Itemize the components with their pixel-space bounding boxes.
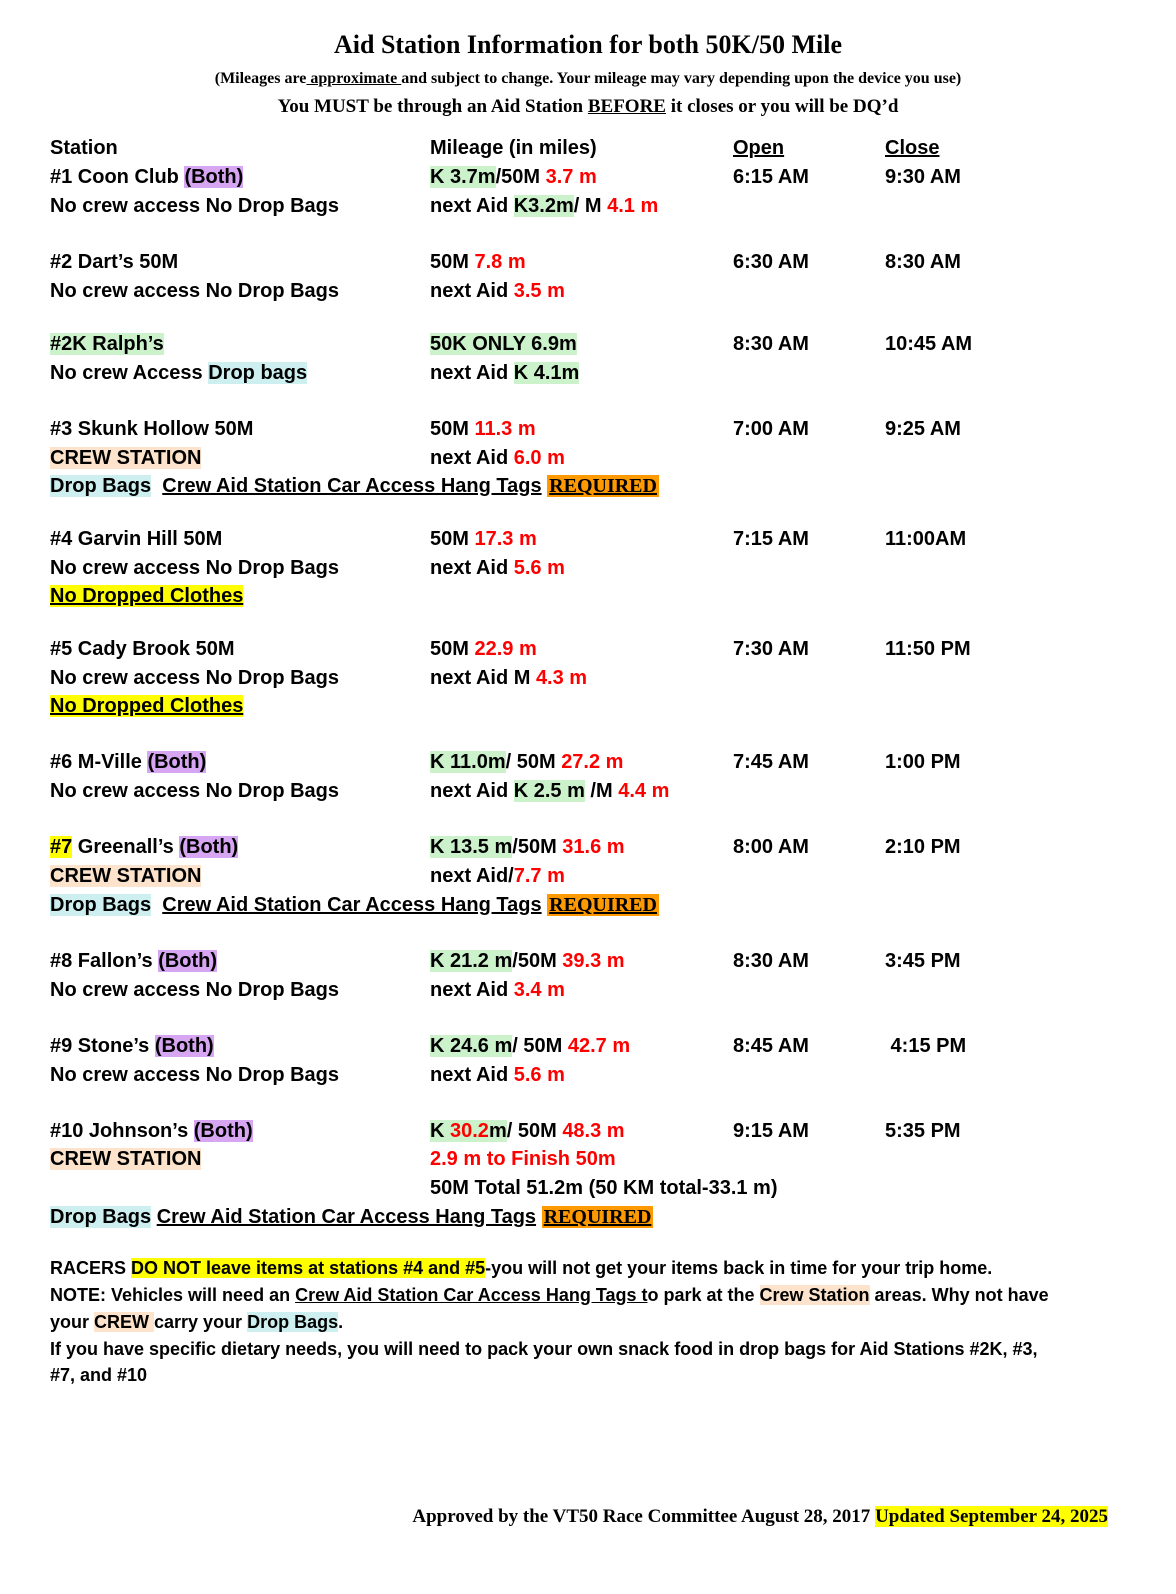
both-badge: (Both)	[179, 836, 239, 858]
racers-label: RACERS	[50, 1258, 132, 1278]
next-aid-label: next Aid	[430, 979, 514, 1001]
station-3-name: #3 Skunk Hollow 50M	[50, 418, 254, 440]
station-2k-close: 10:45 AM	[885, 333, 973, 355]
station-4-access: No crew access No Drop Bags	[50, 557, 339, 579]
station-1-next	[430, 194, 658, 218]
next-aid-label: next Aid/	[430, 865, 514, 887]
station-6-access: No crew access No Drop Bags	[50, 780, 339, 802]
station-5-next	[430, 666, 587, 690]
dietary-note: If you have specific dietary needs, you will need to pack your own snack food in drop bags for Aid Stations #2K, #3,	[50, 1339, 1038, 1359]
both-badge: (Both)	[147, 751, 207, 773]
station-2k-name	[50, 332, 164, 356]
station-name: #1 Coon Club	[50, 166, 185, 188]
station-name: #6 M-Ville	[50, 751, 148, 773]
approval-line	[412, 1506, 1108, 1528]
no-dropped-clothes-badge: No Dropped Clothes	[50, 695, 244, 717]
next-m: 3.4 m	[513, 979, 565, 1001]
drop-bags-badge: Drop Bags	[50, 475, 152, 497]
both-badge: (Both)	[184, 166, 244, 188]
col-open: Open	[733, 137, 785, 159]
col-mileage: Mileage (in miles)	[430, 137, 597, 159]
col-close: Close	[885, 137, 940, 159]
next-aid-label: next Aid	[430, 780, 514, 802]
station-2-close: 8:30 AM	[885, 251, 961, 273]
crew-station-badge: Crew Station	[759, 1285, 870, 1305]
station-2k-access	[50, 361, 307, 385]
station-1-mileage	[430, 165, 597, 189]
next-m: 4.3 m	[535, 667, 588, 689]
k-value: 30.2	[450, 1120, 489, 1142]
station-5-mileage	[430, 637, 537, 661]
station-name: #8 Fallon’s	[50, 950, 159, 972]
station-10-name	[50, 1119, 253, 1143]
next-aid-label: next Aid	[430, 362, 514, 384]
dq-before: BEFORE	[587, 96, 666, 117]
station-1-close: 9:30 AM	[885, 166, 961, 188]
station-9-next	[430, 1063, 565, 1087]
mileage-sep: / 50M	[505, 751, 562, 773]
station-7-crew	[50, 864, 201, 888]
m-mileage: 27.2 m	[561, 751, 624, 773]
station-7-mileage	[430, 835, 625, 859]
mileage-sep: / 50M	[512, 1035, 568, 1057]
station-4-close: 11:00AM	[885, 528, 967, 550]
racers-text: -you will not get your items back in time for your trip home.	[485, 1258, 993, 1278]
m-mileage: 42.7 m	[567, 1035, 631, 1057]
next-aid-label: next Aid	[430, 447, 514, 469]
m-prefix: 50M	[430, 418, 475, 440]
mileage-disclaimer	[0, 70, 1176, 88]
station-10-crew	[50, 1147, 201, 1171]
station-7-next	[430, 864, 565, 888]
next-aid-label: next Aid	[430, 557, 514, 579]
crew-access-text: No crew Access	[50, 362, 209, 384]
next-m: 4.1 m	[607, 195, 659, 217]
station-7-name	[50, 835, 238, 859]
station-8-next	[430, 978, 565, 1002]
station-5-no-dropped	[50, 694, 243, 718]
next-k: K 4.1m	[513, 362, 580, 384]
k-mileage: K 11.0m	[430, 751, 506, 773]
m-mileage: 3.7 m	[545, 166, 597, 188]
station-6-mileage	[430, 750, 623, 774]
disclaimer-approximate: approximate	[306, 70, 402, 87]
k-only-mileage: 50K ONLY 6.9m	[430, 333, 577, 355]
station-4-no-dropped	[50, 584, 243, 608]
station-5-access: No crew access No Drop Bags	[50, 667, 339, 689]
station-8-name	[50, 949, 217, 973]
mileage-sep: /50M	[512, 950, 563, 972]
station-3-dropbags	[50, 474, 659, 498]
station-2-name: #2 Dart’s 50M	[50, 251, 179, 273]
note-text: areas. Why not have	[869, 1285, 1049, 1305]
station-2-mileage	[430, 250, 526, 274]
station-10-close: 5:35 PM	[885, 1120, 961, 1142]
hang-tags-text: Crew Aid Station Car Access Hang Tags	[162, 894, 542, 916]
racers-warning: DO NOT leave items at stations #4 and #5	[131, 1258, 486, 1278]
mileage-sep: /50M	[495, 166, 546, 188]
crew-note	[50, 1309, 1140, 1335]
dq-warning	[0, 96, 1176, 118]
drop-bags-badge: Drop Bags	[50, 1206, 152, 1228]
hang-tags-text: Crew Aid Station Car Access Hang Tags	[156, 1206, 537, 1228]
required-badge: REQUIRED	[549, 475, 657, 497]
drop-bags-badge: Drop Bags	[50, 894, 152, 916]
station-10-dropbags	[50, 1205, 653, 1229]
k-mileage: K 13.5 m	[430, 836, 513, 858]
next-aid-label: next Aid	[430, 1064, 514, 1086]
station-5-close: 11:50 PM	[885, 638, 971, 660]
station-10-mileage	[430, 1119, 625, 1143]
station-2-next	[430, 279, 565, 303]
k-mileage: K 24.6 m	[430, 1035, 513, 1057]
note-text: your	[50, 1312, 95, 1332]
racers-note	[50, 1255, 1140, 1281]
station-4-open: 7:15 AM	[733, 528, 809, 550]
station-number: #7	[50, 836, 73, 858]
m-mileage: 39.3 m	[562, 950, 625, 972]
hang-tags-text: Crew Aid Station Car Access Hang Tags	[162, 475, 542, 497]
station-6-open: 7:45 AM	[733, 751, 809, 773]
station-10-open: 9:15 AM	[733, 1120, 809, 1142]
station-name: #2K Ralph’s	[50, 333, 164, 355]
m-mileage: 22.9 m	[474, 638, 537, 660]
station-7-open: 8:00 AM	[733, 836, 809, 858]
station-6-close: 1:00 PM	[885, 751, 961, 773]
station-1-access: No crew access No Drop Bags	[50, 195, 339, 217]
station-1-name	[50, 165, 243, 189]
both-badge: (Both)	[154, 1035, 214, 1057]
station-8-open: 8:30 AM	[733, 950, 809, 972]
required-badge: REQUIRED	[543, 1206, 652, 1228]
both-badge: (Both)	[193, 1120, 253, 1142]
dq-text-rest: it closes or you will be DQ’d	[665, 96, 899, 117]
required-badge: REQUIRED	[549, 894, 657, 916]
next-aid-label: next Aid M	[430, 667, 536, 689]
next-aid-label: next Aid	[430, 280, 514, 302]
next-m: 5.6 m	[513, 1064, 565, 1086]
page-title: Aid Station Information for both 50K/50 Mile	[334, 30, 842, 59]
station-6-next	[430, 779, 669, 803]
next-m: 4.4 m	[618, 780, 670, 802]
station-7-close: 2:10 PM	[885, 836, 961, 858]
col-station: Station	[50, 137, 118, 159]
drop-bags-badge: Drop Bags	[247, 1312, 339, 1332]
approved-text: Approved by the VT50 Race Committee August 28, 2017	[412, 1506, 876, 1527]
next-k: K 2.5 m	[513, 780, 585, 802]
crew-badge: CREW	[94, 1312, 155, 1332]
station-2-open: 6:30 AM	[733, 251, 809, 273]
station-2k-next	[430, 361, 579, 385]
k-unit: m	[488, 1120, 507, 1142]
hang-tags-text: Crew Aid Station Car Access Hang Tags t	[295, 1285, 648, 1305]
next-k: K3.2m	[513, 195, 574, 217]
station-4-name: #4 Garvin Hill 50M	[50, 528, 223, 550]
next-m: 6.0 m	[513, 447, 565, 469]
k-mileage: K 3.7m	[430, 166, 496, 188]
station-3-crew	[50, 446, 201, 470]
note-text: .	[338, 1312, 344, 1332]
both-badge: (Both)	[158, 950, 218, 972]
next-aid-label: next Aid	[430, 195, 514, 217]
crew-station-badge: CREW STATION	[50, 447, 202, 469]
station-5-open: 7:30 AM	[733, 638, 809, 660]
disclaimer-text: (Mileages are	[214, 70, 307, 87]
crew-station-badge: CREW STATION	[50, 865, 202, 887]
m-mileage: 17.3 m	[474, 528, 537, 550]
no-dropped-clothes-badge: No Dropped Clothes	[50, 585, 244, 607]
station-2-access: No crew access No Drop Bags	[50, 280, 339, 302]
k-prefix: K	[430, 1120, 450, 1142]
m-prefix: 50M	[430, 638, 475, 660]
k-mileage: K 21.2 m	[430, 950, 513, 972]
station-6-name	[50, 750, 206, 774]
m-mileage: 11.3 m	[474, 418, 536, 440]
station-4-mileage	[430, 527, 537, 551]
updated-date: Updated September 24, 2025	[875, 1506, 1108, 1527]
station-2k-mileage	[430, 332, 577, 356]
station-name: #9 Stone’s	[50, 1035, 155, 1057]
station-7-dropbags	[50, 893, 659, 917]
station-3-close: 9:25 AM	[885, 418, 961, 440]
next-sep: /M	[584, 780, 619, 802]
vehicle-note	[50, 1282, 1140, 1308]
station-9-close: 4:15 PM	[885, 1035, 967, 1057]
station-3-open: 7:00 AM	[733, 418, 809, 440]
note-text: carry your	[154, 1312, 248, 1332]
station-8-mileage	[430, 949, 625, 973]
station-9-open: 8:45 AM	[733, 1035, 809, 1057]
station-10-finish: 2.9 m to Finish 50m	[430, 1148, 616, 1170]
station-name: Greenall’s	[72, 836, 180, 858]
next-m: 5.6 m	[513, 557, 565, 579]
station-8-close: 3:45 PM	[885, 950, 961, 972]
station-5-name: #5 Cady Brook 50M	[50, 638, 235, 660]
m-prefix: 50M	[430, 528, 475, 550]
m-mileage: 48.3 m	[562, 1120, 625, 1142]
station-8-access: No crew access No Drop Bags	[50, 979, 339, 1001]
dietary-note-2: #7, and #10	[50, 1365, 148, 1385]
drop-bags-badge: Drop bags	[208, 362, 308, 384]
station-2k-open: 8:30 AM	[733, 333, 809, 355]
station-9-name	[50, 1034, 214, 1058]
mileage-sep: / 50M	[506, 1120, 563, 1142]
next-m: 7.7 m	[513, 865, 565, 887]
dq-text: You MUST be through an Aid Station	[277, 96, 588, 117]
station-10-total: 50M Total 51.2m (50 KM total-33.1 m)	[430, 1177, 778, 1199]
k-mileage	[430, 1120, 507, 1142]
note-text: NOTE: Vehicles will need an	[50, 1285, 296, 1305]
station-4-next	[430, 556, 565, 580]
m-mileage: 31.6 m	[562, 836, 625, 858]
m-prefix: 50M	[430, 251, 475, 273]
m-mileage: 7.8 m	[474, 251, 526, 273]
note-text: o park at the	[647, 1285, 760, 1305]
station-3-next	[430, 446, 565, 470]
next-sep: / M	[573, 195, 608, 217]
station-9-mileage	[430, 1034, 630, 1058]
crew-station-badge: CREW STATION	[50, 1148, 202, 1170]
disclaimer-text-rest: and subject to change. Your mileage may vary depending upon the device you use)	[401, 70, 962, 87]
station-9-access: No crew access No Drop Bags	[50, 1064, 339, 1086]
station-1-open: 6:15 AM	[733, 166, 809, 188]
station-name: #10 Johnson’s	[50, 1120, 194, 1142]
mileage-sep: /50M	[512, 836, 563, 858]
next-m: 3.5 m	[513, 280, 565, 302]
station-3-mileage	[430, 417, 536, 441]
